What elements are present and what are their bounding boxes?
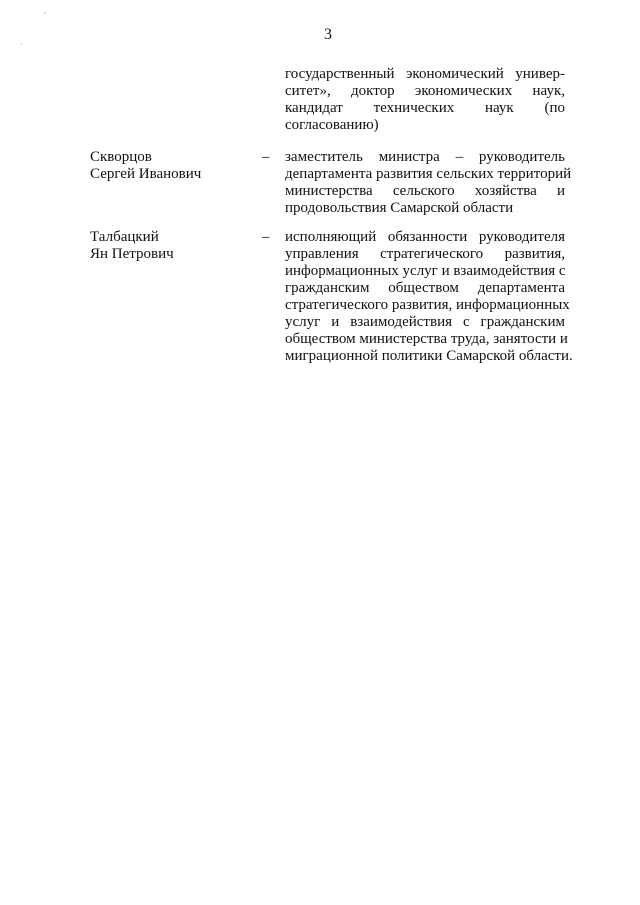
position-line: министерства сельского хозяйства и xyxy=(285,183,565,199)
name-line: Сергей Иванович xyxy=(90,166,202,182)
member-name xyxy=(90,149,250,183)
position-line: управления стратегического развития, xyxy=(285,246,565,262)
name-line: Ян Петрович xyxy=(90,246,174,262)
page-number: 3 xyxy=(324,26,332,43)
position-line: кандидат технических наук (по xyxy=(285,100,565,116)
position-line: стратегического развития, информационных xyxy=(285,297,570,313)
dash-separator: – xyxy=(262,229,270,245)
position-line: заместитель министра – руководитель xyxy=(285,149,565,165)
name-line: Талбацкий xyxy=(90,229,159,245)
position-line: продовольствия Самарской области xyxy=(285,200,514,216)
position-line: обществом министерства труда, занятости и xyxy=(285,331,568,347)
scan-artifact: , xyxy=(44,6,46,15)
position-line: ситет», доктор экономических наук, xyxy=(285,83,565,99)
position-line: государственный экономический универ- xyxy=(285,66,565,82)
position-line: департамента развития сельских территорий xyxy=(285,166,572,182)
member-position xyxy=(285,229,573,365)
member-position xyxy=(285,66,565,134)
position-line: миграционной политики Самарской области. xyxy=(285,348,573,364)
dash-separator: – xyxy=(262,149,270,165)
member-position xyxy=(285,149,572,217)
member-name xyxy=(90,229,250,263)
position-line: исполняющий обязанности руководителя xyxy=(285,229,565,245)
scan-artifact: · xyxy=(20,40,23,49)
position-line: услуг и взаимодействия с гражданским xyxy=(285,314,565,330)
position-line: информационных услуг и взаимодействия с xyxy=(285,263,566,279)
name-line: Скворцов xyxy=(90,149,152,165)
position-line: гражданским обществом департамента xyxy=(285,280,565,296)
position-line: согласованию) xyxy=(285,117,379,133)
